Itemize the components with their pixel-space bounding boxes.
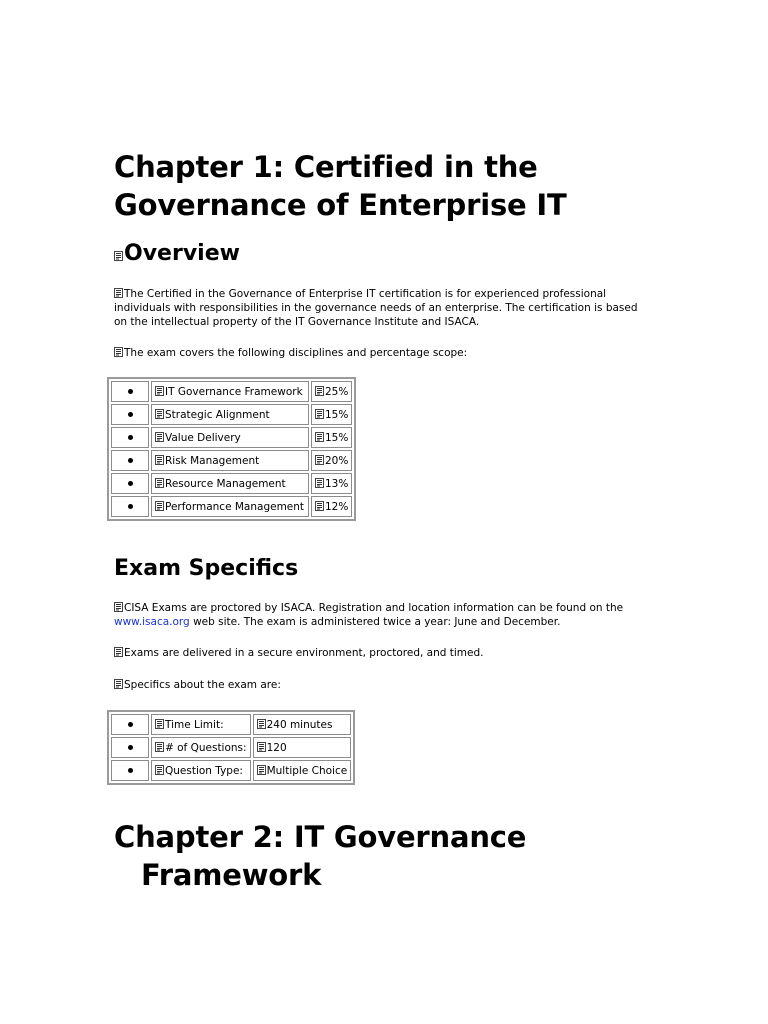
table-row (111, 496, 352, 517)
overview-paragraph-2 (114, 346, 654, 360)
paragraph-marker-icon (315, 432, 324, 442)
disciplines-table (107, 377, 356, 521)
paragraph-marker-icon (315, 386, 324, 396)
paragraph-marker-icon (315, 501, 324, 511)
table-row (111, 737, 351, 758)
spec-value-cell (253, 714, 352, 735)
discipline-percent: 12% (325, 500, 349, 513)
bullet-icon (128, 458, 133, 463)
paragraph-marker-icon (155, 501, 164, 511)
spec-label: Question Type: (165, 764, 243, 777)
spec-label-cell (151, 714, 251, 735)
spec-label: Time Limit: (165, 718, 224, 731)
spec-value: 240 minutes (266, 718, 333, 731)
discipline-name-cell (151, 450, 309, 471)
discipline-percent-cell (311, 473, 352, 494)
paragraph-marker-icon (315, 478, 324, 488)
discipline-name: Risk Management (165, 454, 260, 467)
paragraph-marker-icon (315, 409, 324, 419)
discipline-name-cell (151, 496, 309, 517)
paragraph-marker-icon (114, 679, 123, 689)
paragraph-marker-icon (155, 719, 164, 729)
exam-specifics-paragraph-1-line-1: CISA Exams are proctored by ISACA. Registration and location information can be found on the (124, 602, 624, 614)
overview-paragraph-1-line-1-text: The Certified in the Governance of Enterprise IT certification is for experienced professional (124, 288, 607, 300)
discipline-name: Strategic Alignment (165, 408, 270, 421)
paragraph-marker-icon (114, 347, 123, 357)
spec-value: Multiple Choice (266, 764, 348, 777)
overview-paragraph-1-line-3: on the intellectual property of the IT Governance Institute and ISACA. (114, 316, 480, 328)
paragraph-marker-icon (257, 765, 266, 775)
discipline-percent: 13% (325, 477, 349, 490)
bullet-cell (111, 427, 149, 448)
exam-specifics-paragraph-2 (114, 646, 654, 660)
discipline-name: IT Governance Framework (165, 385, 303, 398)
paragraph-marker-icon (155, 742, 164, 752)
chapter-1-title (114, 148, 567, 224)
paragraph-marker-icon (114, 288, 123, 298)
table-row (111, 404, 352, 425)
exam-specifics-paragraph-2-text: Exams are delivered in a secure environment, proctored, and timed. (124, 647, 484, 659)
exam-specifics-paragraph-1 (114, 601, 654, 629)
spec-label-cell (151, 760, 251, 781)
discipline-percent-cell (311, 450, 352, 471)
bullet-cell (111, 714, 149, 735)
paragraph-marker-icon (155, 432, 164, 442)
discipline-name: Performance Management (165, 500, 305, 513)
table-row (111, 760, 351, 781)
chapter-2-title-line-2: Framework (141, 858, 322, 892)
table-row (111, 427, 352, 448)
bullet-cell (111, 737, 149, 758)
bullet-icon (128, 722, 133, 727)
exam-specifics-paragraph-1-line-2: web site. The exam is administered twice a year: June and December. (189, 616, 561, 628)
table-row (111, 473, 352, 494)
bullet-cell (111, 496, 149, 517)
bullet-cell (111, 404, 149, 425)
table-row (111, 714, 351, 735)
discipline-percent-cell (311, 496, 352, 517)
discipline-name-cell (151, 427, 309, 448)
table-row (111, 450, 352, 471)
paragraph-marker-icon (155, 455, 164, 465)
overview-heading-text: Overview (124, 241, 240, 266)
paragraph-marker-icon (257, 742, 266, 752)
discipline-percent: 25% (325, 385, 349, 398)
paragraph-marker-icon (155, 409, 164, 419)
discipline-percent: 20% (325, 454, 349, 467)
spec-label-cell (151, 737, 251, 758)
overview-paragraph-1-line-2: individuals with responsibilities in the governance needs of an enterprise. The certification is based (114, 302, 638, 314)
discipline-percent-cell (311, 381, 352, 402)
discipline-name-cell (151, 404, 309, 425)
spec-label: # of Questions: (165, 741, 247, 754)
bullet-icon (128, 435, 133, 440)
spec-value-cell (253, 737, 352, 758)
bullet-icon (128, 412, 133, 417)
discipline-percent-cell (311, 404, 352, 425)
discipline-name-cell (151, 381, 309, 402)
bullet-icon (128, 389, 133, 394)
discipline-percent: 15% (325, 408, 349, 421)
overview-paragraph-1-line-1 (114, 287, 654, 301)
exam-specs-table (107, 710, 355, 785)
paragraph-marker-icon (155, 765, 164, 775)
discipline-percent-cell (311, 427, 352, 448)
chapter-1-title-line-2: Governance of Enterprise IT (114, 188, 567, 222)
paragraph-marker-icon (155, 386, 164, 396)
paragraph-marker-icon (315, 455, 324, 465)
paragraph-marker-icon (114, 647, 123, 657)
discipline-percent: 15% (325, 431, 349, 444)
bullet-icon (128, 768, 133, 773)
discipline-name: Value Delivery (165, 431, 241, 444)
bullet-icon (128, 745, 133, 750)
overview-paragraph-2-text: The exam covers the following disciplines and percentage scope: (124, 347, 468, 359)
bullet-cell (111, 760, 149, 781)
chapter-2-title-line-1: Chapter 2: IT Governance (114, 820, 527, 854)
paragraph-marker-icon (114, 602, 123, 612)
bullet-cell (111, 450, 149, 471)
discipline-name: Resource Management (165, 477, 286, 490)
paragraph-marker-icon (257, 719, 266, 729)
chapter-1-title-line-1: Chapter 1: Certified in the (114, 150, 538, 184)
chapter-2-title (114, 818, 526, 894)
table-row (111, 381, 352, 402)
paragraph-marker-icon (114, 251, 123, 261)
exam-specifics-paragraph-3-text: Specifics about the exam are: (124, 679, 281, 691)
paragraph-marker-icon (155, 478, 164, 488)
spec-value: 120 (266, 741, 287, 754)
exam-specifics-heading: Exam Specifics (114, 556, 299, 581)
bullet-cell (111, 381, 149, 402)
spec-value-cell (253, 760, 352, 781)
discipline-name-cell (151, 473, 309, 494)
bullet-icon (128, 481, 133, 486)
exam-specifics-paragraph-3 (114, 678, 654, 692)
isaca-website-link[interactable]: www.isaca.org (114, 616, 190, 628)
overview-paragraph-1 (114, 287, 654, 329)
overview-heading (114, 240, 240, 268)
bullet-icon (128, 504, 133, 509)
bullet-cell (111, 473, 149, 494)
